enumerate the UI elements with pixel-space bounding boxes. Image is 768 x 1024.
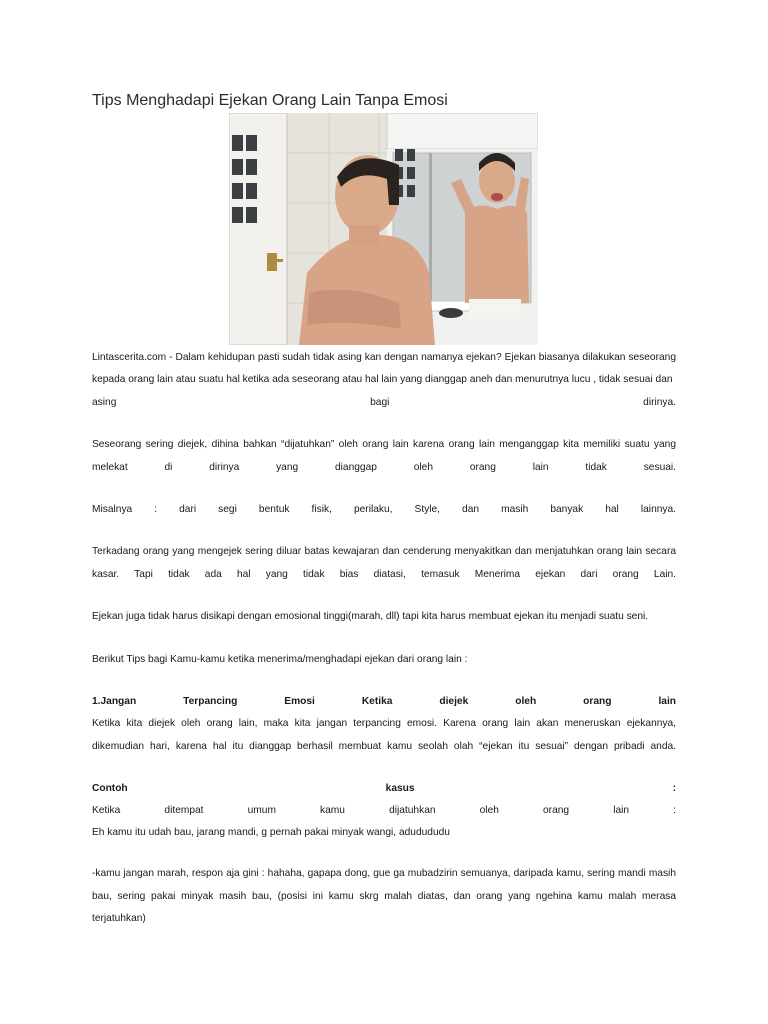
paragraph-intro-end: asing bagi dirinya. [92, 396, 676, 408]
paragraph-4: Terkadang orang yang mengejek sering diluar batas kewajaran dan cenderung menyakitkan dan menjatuhkan orang lain secara kasar. Tapi tidak ada hal yang tidak bias diatasi, temasuk Menerima ejekan dari orang Lain. [92, 546, 676, 580]
article-title: Tips Menghadapi Ejekan Orang Lain Tanpa Emosi [92, 92, 448, 109]
article-photo [229, 113, 538, 345]
paragraph-5: Ejekan juga tidak harus disikapi dengan emosional tinggi(marah, dll) tapi kita harus membuat ejekan itu menjadi suatu seni. [92, 611, 649, 623]
paragraph-10: -kamu jangan marah, respon aja gini : hahaha, gapapa dong, gue ga mubadzirin semuanya, daripada kamu, sering mandi masih bau, sering pakai minyak masih bau, (posisi ini kamu skrg malah diatas, dan orang yang ngehina kamu malah merasa terjatuhkan) [92, 868, 676, 925]
paragraph-3: Misalnya : dari segi bentuk fisik, perilaku, Style, dan masih banyak hal lainnya. [92, 504, 676, 516]
article-body [92, 347, 676, 951]
example-line-2: Eh kamu itu udah bau, jarang mandi, g pernah pakai minyak wangi, adudududu [92, 827, 450, 839]
paragraph-7: Ketika kita diejek oleh orang lain, maka kita jangan terpancing emosi. Karena orang lain akan meneruskan ejekannya, dikemudian hari, karena hal itu dianggap berhasil membuat kamu seolah olah “ejekan itu sesuai” dengan pribadi anda. [92, 718, 676, 752]
paragraph-6: Berikut Tips bagi Kamu-kamu ketika menerima/menghadapi ejekan dari orang lain : [92, 653, 468, 665]
example-heading: Contoh kasus : [92, 783, 676, 795]
paragraph-2: Seseorang sering diejek, dihina bahkan “dijatuhkan” oleh orang lain karena orang lain menganggap kita memiliki suatu yang melekat di dirinya yang dianggap oleh orang lain tidak sesuai. [92, 439, 676, 473]
paragraph-intro: Lintascerita.com - Dalam kehidupan pasti sudah tidak asing kan dengan namanya ejekan? Ejekan biasanya dilakukan seseorang kepada orang lain atau suatu hal ketika ada seseorang atau hal lain yang dianggap aneh dan menurutnya lucu , tidak sesuai dan [92, 352, 676, 386]
example-line-1: Ketika ditempat umum kamu dijatuhkan oleh orang lain : [92, 805, 676, 817]
section-heading-1: 1.Jangan Terpancing Emosi Ketika diejek oleh orang lain [92, 696, 676, 708]
